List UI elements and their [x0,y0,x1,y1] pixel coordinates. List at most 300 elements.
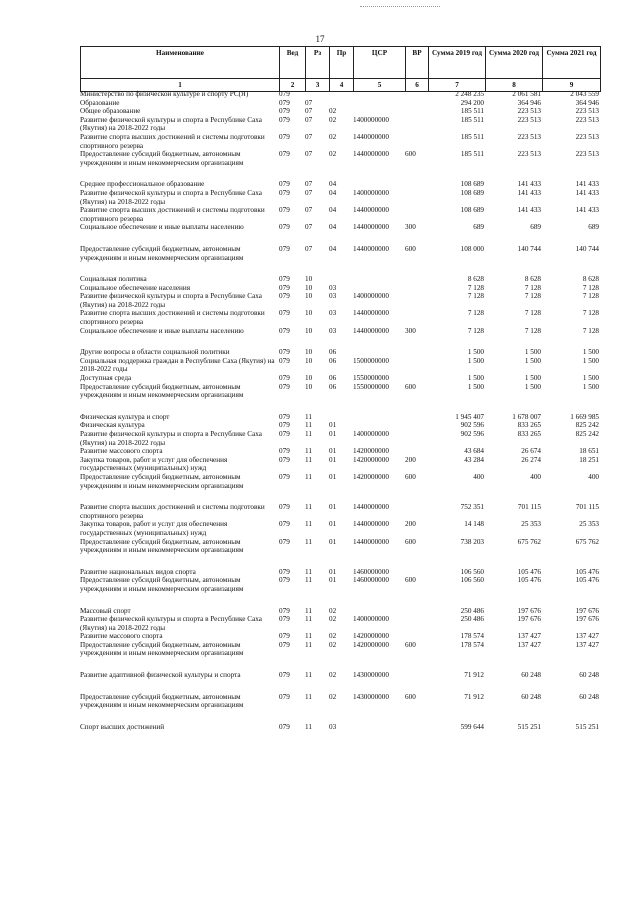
row-sum-2019: 106 560 [460,576,484,585]
row-name: Социальная поддержка граждан в Республике Саха (Якутия) на 2018-2022 годы [80,356,275,374]
row-vr [405,292,428,309]
row-rz: 07 [305,132,313,141]
row-sum-2019: 2 248 235 [455,90,484,98]
row-ved: 079 [279,430,290,438]
row-pr: 01 [329,472,337,481]
row-pr: 06 [329,356,337,365]
row-sum-2021: 1 669 985 [570,412,599,421]
row-rz: 10 [305,292,313,301]
row-vr [405,107,428,116]
row-spacer-cell [80,658,600,671]
row-rz: 11 [305,671,312,680]
row-spacer-cell [80,167,600,180]
row-ved: 079 [279,447,290,456]
row-pr: 02 [329,632,337,641]
table-row [80,357,600,374]
col-number: 4 [330,79,354,92]
row-sum-2021: 1 500 [582,374,599,383]
row-sum-2020: 689 [530,223,541,232]
row-pr: 04 [329,180,337,189]
row-vr [405,632,428,641]
row-ved: 079 [279,640,290,649]
row-spacer [80,594,600,607]
row-name: Развитие спорта высших достижений и системы подготовки спортивного резерва [80,503,265,520]
header-sum-2021: Сумма 2021 год [543,47,601,79]
row-sum-2019: 178 574 [460,640,484,649]
row-pr: 02 [329,132,337,141]
row-spacer [80,710,600,723]
row-vr: 200 [405,455,416,464]
table-row [80,615,600,632]
header-ved: Вед [280,47,306,79]
row-rz: 10 [305,275,313,284]
row-rz: 11 [305,503,312,512]
row-name: Министерство по физической культуре и спорту РС(Я) [80,90,249,98]
row-sum-2021: 197 676 [575,615,599,624]
row-csr [353,413,405,422]
row-vr: 600 [405,640,416,649]
row-sum-2021: 7 128 [582,309,599,318]
row-csr: 1430000000 [353,671,389,680]
row-spacer [80,232,600,245]
row-vr [405,374,428,383]
row-name: Развитие физической культуры и спорта в Республике Саха (Якутия) на 2018-2022 годы [80,115,262,133]
row-sum-2020: 105 476 [517,567,541,576]
row-csr [353,284,405,293]
row-rz: 10 [305,374,313,383]
row-pr: 01 [329,430,337,438]
row-csr: 1440000000 [353,206,389,215]
header-csr: ЦСР [354,47,406,79]
row-sum-2019: 1 500 [467,348,484,357]
row-vr [405,421,428,430]
row-rz: 07 [305,115,313,124]
row-sum-2019: 185 511 [460,115,484,124]
row-csr: 1440000000 [353,503,389,512]
row-sum-2019: 14 148 [464,520,484,529]
row-rz: 10 [305,326,313,335]
row-ved: 079 [279,722,290,731]
row-sum-2021: 7 128 [582,292,599,301]
row-vr [405,99,428,108]
row-name: Развитие спорта высших достижений и системы подготовки спортивного резерва [80,206,265,223]
row-pr: 04 [329,206,337,215]
row-sum-2020: 223 513 [517,132,541,141]
row-rz: 11 [305,722,312,731]
row-name: Социальное обеспечение и иные выплаты населению [80,223,244,232]
row-sum-2021: 701 115 [575,503,599,512]
row-csr: 1430000000 [353,692,389,701]
row-sum-2020: 7 128 [524,292,541,301]
row-name: Развитие массового спорта [80,447,163,456]
row-rz: 10 [305,356,313,365]
row-sum-2019: 7 128 [467,326,484,335]
row-vr [405,723,428,732]
row-sum-2019: 108 689 [460,206,484,215]
row-name: Предоставление субсидий бюджетным, автономным учреждениям и иным некоммерческим организациям [80,537,244,555]
row-sum-2019: 902 596 [460,430,484,438]
row-pr: 02 [329,615,337,624]
row-name: Общее образование [80,107,141,116]
row-ved: 079 [279,503,290,512]
row-rz: 07 [305,180,313,189]
row-vr: 600 [405,382,416,391]
row-vr [405,90,428,99]
row-name: Закупка товаров, работ и услуг для обеспечения государственных (муниципальных) нужд [80,520,228,537]
row-sum-2020: 833 265 [517,430,541,438]
col-number: 8 [486,79,543,92]
row-sum-2020: 223 513 [517,150,541,159]
row-sum-2020: 1 678 007 [512,412,541,421]
row-name: Закупка товаров, работ и услуг для обеспечения государственных (муниципальных) нужд [80,455,228,473]
row-sum-2020: 515 251 [517,722,541,731]
row-vr: 600 [405,150,416,159]
page-number: 17 [315,34,325,44]
row-vr [405,503,428,520]
row-sum-2021: 515 251 [575,722,599,731]
row-csr: 1420000000 [353,447,389,456]
row-sum-2019: 108 689 [460,188,484,197]
row-sum-2019: 294 200 [460,98,484,107]
row-sum-2021: 137 427 [575,632,599,641]
row-rz: 07 [305,188,313,197]
header-sum-2020: Сумма 2020 год [486,47,543,79]
table-row [80,327,600,336]
row-sum-2019: 250 486 [460,606,484,615]
table-row [80,133,600,150]
row-name: Предоставление субсидий бюджетным, автономным учреждениям и иным некоммерческим организациям [80,244,244,262]
row-rz: 11 [305,692,312,701]
row-rz: 11 [305,455,312,464]
row-sum-2019: 106 560 [460,567,484,576]
row-csr: 1440000000 [353,223,389,232]
row-pr: 01 [329,421,337,430]
row-csr [353,99,405,108]
row-rz: 10 [305,348,313,357]
table-row [80,568,600,577]
header-name: Наименование [81,47,280,79]
row-pr: 02 [329,692,337,701]
row-name: Спорт высших достижений [80,722,165,731]
row-sum-2020: 26 274 [521,455,541,464]
row-name: Развитие физической культуры и спорта в Республике Саха (Якутия) на 2018-2022 годы [80,292,262,309]
row-csr: 1420000000 [353,640,389,649]
table-row [80,413,600,422]
row-ved: 079 [279,188,290,197]
table-body [80,90,600,731]
row-spacer-cell [80,490,600,503]
row-sum-2021: 60 248 [579,671,599,680]
row-csr: 1440000000 [353,132,389,141]
row-csr: 1400000000 [353,430,389,438]
row-name: Образование [80,98,120,107]
row-vr [405,116,428,133]
table-row [80,223,600,232]
row-vr [405,607,428,616]
row-pr: 01 [329,447,337,456]
col-number: 1 [81,79,280,92]
table-row [80,374,600,383]
table-row [80,383,600,400]
row-sum-2020: 60 248 [521,671,541,680]
row-rz: 10 [305,309,313,318]
row-vr: 300 [405,326,416,335]
row-csr [353,607,405,616]
row-sum-2019: 1 500 [467,374,484,383]
table-row [80,116,600,133]
row-name: Развитие физической культуры и спорта в Республике Саха (Якутия) на 2018-2022 годы [80,615,262,632]
row-sum-2019: 689 [473,223,484,232]
row-ved: 079 [279,275,290,284]
table-header [80,46,601,92]
row-sum-2020: 701 115 [517,503,541,512]
row-pr [329,90,353,99]
row-sum-2021: 137 427 [575,640,599,649]
row-sum-2019: 7 128 [467,292,484,301]
row-csr [353,348,405,357]
row-sum-2019: 1 945 407 [455,412,484,421]
row-sum-2019: 599 644 [460,722,484,731]
row-pr: 04 [329,188,337,197]
row-name: Физическая культура [80,421,145,430]
row-pr: 02 [329,671,337,680]
row-pr: 06 [329,348,337,357]
row-csr: 1500000000 [353,356,389,365]
row-spacer [80,400,600,413]
table-row [80,538,600,555]
row-sum-2021: 400 [588,472,599,481]
row-ved: 079 [279,606,290,615]
row-sum-2021: 105 476 [575,567,599,576]
header-pr: Пр [330,47,354,79]
row-pr: 03 [329,722,337,731]
row-csr: 1440000000 [353,244,389,253]
row-ved: 079 [279,206,290,215]
row-sum-2021: 1 500 [582,348,599,357]
row-sum-2020: 105 476 [517,576,541,585]
row-sum-2019: 7 128 [467,309,484,318]
row-ved: 079 [279,567,290,576]
row-ved: 079 [279,90,290,98]
row-sum-2021: 140 744 [575,244,599,253]
row-name: Социальная политика [80,275,147,284]
row-sum-2019: 108 000 [460,244,484,253]
row-sum-2020: 60 248 [521,692,541,701]
row-name: Физическая культура и спорт [80,412,170,421]
row-ved: 079 [279,576,290,585]
row-sum-2020: 197 676 [517,606,541,615]
table-row [80,693,600,710]
row-ved: 079 [279,412,290,421]
row-name: Предоставление субсидий бюджетным, автономным учреждениям и иным некоммерческим организациям [80,150,244,167]
row-sum-2020: 141 433 [517,206,541,215]
row-csr: 1550000000 [353,374,389,383]
row-csr: 1400000000 [353,188,389,197]
row-csr [353,275,405,284]
row-pr: 01 [329,567,337,576]
row-sum-2019: 1 500 [467,356,484,365]
row-sum-2021: 25 353 [579,520,599,529]
row-sum-2021: 18 651 [579,447,599,456]
row-rz [305,90,329,99]
row-sum-2019: 902 596 [460,421,484,430]
row-sum-2019: 71 912 [464,692,484,701]
row-vr [405,284,428,293]
table-row [80,150,600,167]
row-pr: 03 [329,283,337,292]
row-sum-2019: 178 574 [460,632,484,641]
row-sum-2019: 400 [473,472,484,481]
row-name: Предоставление субсидий бюджетным, автономным учреждениям и иным некоммерческим организациям [80,382,244,400]
row-pr: 06 [329,382,337,391]
col-number: 6 [406,79,429,92]
row-name: Развитие спорта высших достижений и системы подготовки спортивного резерва [80,309,265,327]
header-rz: Рз [306,47,330,79]
col-number: 5 [354,79,406,92]
row-sum-2021: 197 676 [575,606,599,615]
row-sum-2019: 108 689 [460,180,484,189]
row-vr [405,447,428,456]
row-spacer [80,555,600,568]
row-spacer-cell [80,594,600,607]
row-spacer-cell [80,680,600,693]
row-sum-2021: 7 128 [582,283,599,292]
row-ved: 079 [279,180,290,189]
row-spacer-cell [80,710,600,723]
row-rz: 11 [305,537,312,546]
row-pr: 03 [329,309,337,318]
row-name: Предоставление субсидий бюджетным, автономным учреждениям и иным некоммерческим организациям [80,692,244,710]
row-sum-2021: 364 946 [575,98,599,107]
row-pr: 02 [329,107,337,116]
row-vr [405,413,428,422]
row-rz: 07 [305,98,313,107]
row-vr: 600 [405,244,416,253]
row-sum-2019: 7 128 [467,283,484,292]
table-row [80,607,600,616]
row-sum-2021: 1 500 [582,356,599,365]
row-vr: 600 [405,472,416,481]
row-ved: 079 [279,455,290,464]
row-ved: 079 [279,671,290,680]
row-sum-2021: 141 433 [575,188,599,197]
row-sum-2020: 1 500 [524,382,541,391]
row-rz: 11 [305,472,312,481]
row-name: Предоставление субсидий бюджетным, автономным учреждениям и иным некоммерческим организациям [80,640,244,658]
row-sum-2021: 223 513 [575,115,599,124]
row-rz: 11 [305,567,312,576]
row-pr: 01 [329,455,337,464]
row-vr [405,206,428,223]
row-sum-2020: 1 500 [524,374,541,383]
row-sum-2019: 185 511 [460,107,484,116]
row-ved: 079 [279,115,290,124]
row-csr: 1460000000 [353,567,389,576]
table-row [80,520,600,537]
row-name: Развитие физической культуры и спорта в Республике Саха (Якутия) на 2018-2022 годы [80,430,262,447]
row-vr: 200 [405,520,416,529]
row-pr [329,413,353,422]
row-ved: 079 [279,309,290,318]
row-sum-2020: 1 500 [524,356,541,365]
row-ved: 079 [279,374,290,383]
row-sum-2020: 197 676 [517,615,541,624]
row-csr: 1440000000 [353,326,389,335]
row-ved: 079 [279,692,290,701]
row-sum-2020: 7 128 [524,309,541,318]
row-sum-2021: 223 513 [575,150,599,159]
row-vr: 300 [405,223,416,232]
row-rz: 11 [305,421,312,430]
row-name: Социальное обеспечение населения [80,283,191,292]
table-row [80,206,600,223]
row-sum-2021: 675 762 [575,537,599,546]
row-name: Развитие адаптивной физической культуры и спорта [80,671,241,680]
table-row [80,309,600,326]
row-sum-2019: 738 203 [460,537,484,546]
row-sum-2020: 400 [530,472,541,481]
row-csr [353,107,405,116]
row-ved: 079 [279,326,290,335]
row-sum-2020: 140 744 [517,244,541,253]
row-rz: 07 [305,107,313,116]
row-vr: 600 [405,692,416,701]
row-ved: 079 [279,348,290,357]
row-sum-2020: 141 433 [517,180,541,189]
row-sum-2021: 223 513 [575,107,599,116]
row-csr: 1420000000 [353,455,389,464]
row-sum-2021: 8 628 [582,275,599,284]
row-spacer [80,167,600,180]
row-ved: 079 [279,132,290,141]
row-sum-2020: 25 353 [521,520,541,529]
table-row [80,348,600,357]
table-row [80,576,600,593]
row-pr [329,99,353,108]
row-vr [405,357,428,374]
row-name: Развитие спорта высших достижений и системы подготовки спортивного резерва [80,132,265,150]
row-sum-2020: 1 500 [524,348,541,357]
row-name: Развитие национальных видов спорта [80,567,196,576]
row-csr: 1440000000 [353,520,389,529]
table-row [80,245,600,262]
row-name: Предоставление субсидий бюджетным, автономным учреждениям и иным некоммерческим организациям [80,472,244,490]
table-row [80,107,600,116]
row-name: Массовый спорт [80,606,131,615]
table-row [80,180,600,189]
row-pr: 02 [329,115,337,124]
row-name: Предоставление субсидий бюджетным, автономным учреждениям и иным некоммерческим организациям [80,576,244,593]
row-ved: 079 [279,283,290,292]
row-pr: 01 [329,537,337,546]
row-sum-2020: 833 265 [517,421,541,430]
row-ved: 079 [279,632,290,641]
row-sum-2020: 141 433 [517,188,541,197]
row-sum-2019: 185 511 [460,132,484,141]
row-vr [405,671,428,680]
row-sum-2019: 752 351 [460,503,484,512]
row-spacer-cell [80,232,600,245]
row-pr: 01 [329,503,337,512]
row-sum-2019: 250 486 [460,615,484,624]
row-name: Развитие массового спорта [80,632,163,641]
row-sum-2021: 7 128 [582,326,599,335]
row-spacer [80,658,600,671]
row-ved: 079 [279,107,290,116]
row-name: Среднее профессиональное образование [80,180,205,189]
row-csr: 1400000000 [353,115,389,124]
row-rz: 07 [305,244,313,253]
